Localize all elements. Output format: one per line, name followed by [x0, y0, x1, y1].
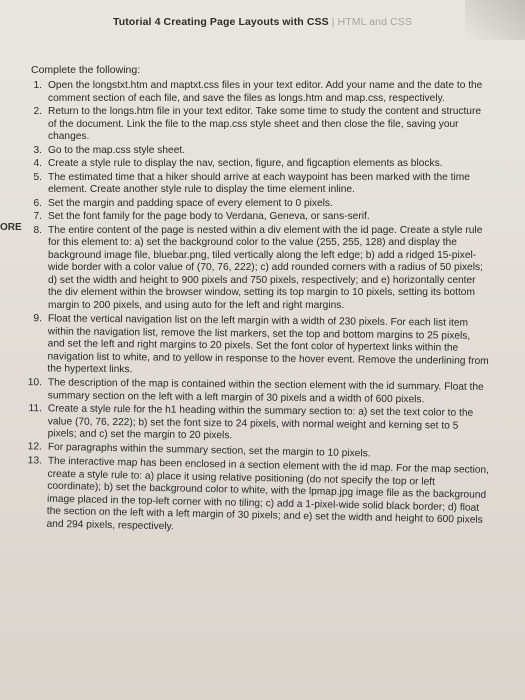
steps-list [14, 80, 490, 531]
step-text: Go to the map.css style sheet. [48, 144, 186, 156]
step-number: 2. [33, 106, 42, 117]
step-number: 7. [33, 211, 42, 222]
step-number: 5. [33, 171, 42, 183]
step-number: 8. [33, 224, 42, 236]
step-item [14, 145, 490, 158]
step-number: 4. [33, 158, 42, 169]
step-text: Open the longstxt.htm and maptxt.css files in your text editor. Add your name and the date to the comment section of each file, and save the files as longs.htm and map.css, respectively. [48, 80, 483, 104]
step-number: 11. [28, 402, 42, 414]
step-text: Create a style rule for the h1 heading within the summary section to: a) set the text color to the value (70, 76, 222); b) set the font size to 24 pixels, with normal weight and kerning set to 5 pixels; and c) set the margin to 20 pixels. [47, 402, 474, 441]
step-item [14, 172, 490, 197]
step-item [14, 225, 490, 313]
step-text: Float the vertical navigation list on the left margin with a width of 230 pixels. For each list item within the navigation list, remove the list markers, set the top and bottom margins to 25 pixels, and set the left and right margins to 20 pixels. Set the font color of hypertext links within the navigation list to white, and to yellow in response to the hover event. Remove the underlining from the hypertext links. [47, 313, 489, 376]
step-item [14, 211, 490, 224]
step-number: 1. [33, 80, 42, 91]
step-item [12, 455, 489, 540]
step-number: 3. [33, 144, 42, 156]
step-item [14, 377, 490, 407]
step-text: Set the font family for the page body to Verdana, Geneva, or sans-serif. [48, 211, 370, 222]
step-text: The description of the map is contained within the section element with the id summary. Float the summary section on the left with a left margin of 30 pixels and a width of 600 pixels. [47, 376, 484, 405]
header-title-faded: | HTML and CSS [331, 16, 412, 28]
step-number: 9. [33, 313, 42, 325]
step-item [14, 158, 490, 171]
step-text: The estimated time that a hiker should arrive at each waypoint has been marked with the time element. Create another style rule to display the time element inline. [48, 171, 470, 195]
page-header [0, 16, 525, 28]
step-item [14, 403, 490, 445]
margin-label: ORE [0, 222, 22, 233]
step-number: 10. [27, 376, 42, 388]
step-text: Set the margin and padding space of every element to 0 pixels. [48, 197, 333, 209]
step-item [14, 106, 490, 144]
header-title: Tutorial 4 Creating Page Layouts with CSS [113, 16, 329, 28]
step-item [14, 80, 490, 105]
step-number: 13. [27, 454, 42, 467]
step-number: 6. [33, 197, 42, 209]
step-text: Return to the longs.htm file in your text editor. Take some time to study the content and structure of the document. Link the file to the map.css style sheet and then close the file, saving your changes. [48, 106, 482, 142]
instructions-intro: Complete the following: [31, 64, 141, 76]
step-text: The interactive map has been enclosed in a section element with the id map. For the map section, create a style rule to: a) place it using relative positioning (do not specify the top or left coordinate); b) set the background color to white, with the lpmap.jpg image file as the background image placed in the top-left corner with no tiling; c) add a 1-pixel-wide solid black border; d) float the section on the left with a left margin of 30 pixels; and e) set the width and height to 600 pixels and 294 pixels, respectively. [46, 455, 490, 532]
step-text: The entire content of the page is nested within a div element with the id page. Create a style rule for this element to: a) set the background color to the value (255, 255, 128) and display the background image file, bluebar.png, tiled vertically along the left edge; b) add a ridged 15-pixel-wide border with a color value of (70, 76, 222); c) add rounded corners with a radius of 50 pixels; d) set the width and height to 900 pixels and 750 pixels, respectively; and e) horizontally center the div element within the browser window, setting its top margin to 10 pixels, setting its bottom margin to 200 pixels, and using auto for the left and right margins. [48, 224, 483, 311]
step-text: Create a style rule to display the nav, section, figure, and figcaption elements as blocks. [48, 158, 443, 169]
step-number: 12. [27, 441, 42, 453]
step-item [13, 313, 490, 380]
step-text: For paragraphs within the summary section, set the margin to 10 pixels. [47, 441, 371, 460]
step-item [14, 198, 490, 211]
